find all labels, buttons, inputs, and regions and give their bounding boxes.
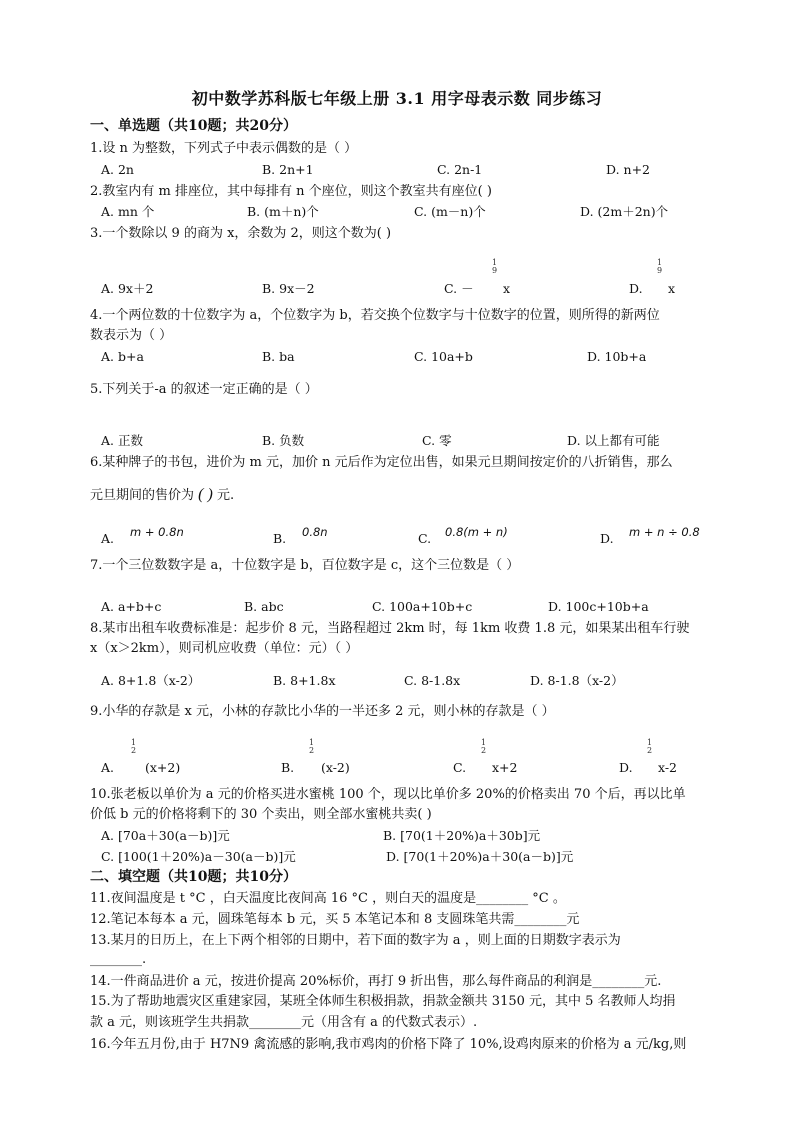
question-14: 14.一件商品进价 a 元，按进价提高 20%标价，再打 9 折出售，那么每件商品的利润是________元. [90, 974, 662, 989]
q8-option-d[interactable]: D. 8-1.8（x-2） [530, 673, 624, 688]
q3-d-variable: x [668, 281, 676, 296]
q7-option-d[interactable]: D. 100c+10b+a [548, 599, 649, 614]
question-13-line-2: ________. [90, 952, 147, 967]
q2-option-a[interactable]: A. mn 个 [101, 204, 155, 219]
q10-option-b[interactable]: B. [70(1＋20%)a＋30b]元 [383, 828, 541, 843]
q6-option-a-expr: m + 0.8n [130, 525, 184, 539]
q6-option-b[interactable]: B. [273, 531, 287, 546]
q9-d-fraction: 1 2 [647, 738, 653, 755]
q3-c-variable: x [503, 281, 511, 296]
q5-option-a[interactable]: A. 正数 [101, 433, 143, 448]
q2-option-c[interactable]: C. (m－n)个 [414, 204, 486, 219]
question-9: 9.小华的存款是 x 元，小林的存款比小华的一半还多 2 元，则小林的存款是（ ） [90, 704, 555, 719]
q6-option-d-expr: m + n ÷ 0.8 [629, 525, 700, 539]
question-5: 5.下列关于-a 的叙述一定正确的是（ ） [90, 382, 318, 397]
question-7: 7.一个三位数数字是 a，十位数字是 b，百位数字是 c，这个三位数是（ ） [90, 558, 520, 573]
q4-option-a[interactable]: A. b+a [101, 349, 144, 364]
q3-c-fraction: 1 9 [492, 258, 498, 275]
q3-option-a[interactable]: A. 9x＋2 [101, 281, 154, 296]
question-6-line-2 [90, 487, 234, 504]
q9-c-expr: x+2 [492, 760, 518, 775]
q9-b-fraction: 1 2 [309, 738, 315, 755]
q7-option-b[interactable]: B. abc [244, 599, 284, 614]
question-15-line-2: 款 a 元，则该班学生共捐款________元（用含有 a 的代数式表示）. [90, 1015, 478, 1030]
question-3: 3.一个数除以 9 的商为 x，余数为 2，则这个数为( ) [90, 226, 392, 241]
q5-option-c[interactable]: C. 零 [422, 433, 452, 448]
question-4-line-2: 数表示为（ ） [90, 328, 173, 343]
q9-option-a[interactable]: A. [101, 760, 115, 775]
q6-option-a[interactable]: A. [101, 531, 115, 546]
question-8-line-1: 8.某市出租车收费标准是：起步价 8 元，当路程超过 2km 时，每 1km 收费 1.8 元，如果某出租车行驶 [90, 621, 690, 636]
section-single-choice: 一、单选题（共10题；共20分） [90, 118, 297, 134]
q6-blank: ( ) [198, 486, 213, 503]
question-12: 12.笔记本每本 a 元，圆珠笔每本 b 元，买 5 本笔记本和 8 支圆珠笔共需________元 [90, 912, 580, 927]
q1-option-a[interactable]: A. 2n [101, 162, 134, 177]
question-8-line-2: x（x＞2km），则司机应收费（单位：元）（ ） [90, 641, 359, 656]
q9-a-fraction: 1 2 [131, 738, 137, 755]
q9-option-d[interactable]: D. [619, 760, 633, 775]
q6-stem-unit: 元. [216, 488, 235, 503]
q3-option-b[interactable]: B. 9x－2 [262, 281, 315, 296]
question-2: 2.教室内有 m 排座位，其中每排有 n 个座位，则这个教室共有座位( ) [90, 184, 492, 199]
q4-option-c[interactable]: C. 10a+b [414, 349, 473, 364]
q8-option-b[interactable]: B. 8+1.8x [273, 673, 336, 688]
question-16: 16.今年五月份,由于 H7N9 禽流感的影响,我市鸡肉的价格下降了 10%,设鸡肉原来的价格为 a 元/kg,则 [90, 1037, 687, 1052]
q3-d-fraction: 1 9 [657, 258, 663, 275]
q7-option-a[interactable]: A. a+b+c [101, 599, 162, 614]
q2-option-d[interactable]: D. (2m＋2n)个 [580, 204, 669, 219]
question-10-line-1: 10.张老板以单价为 a 元的价格买进水蜜桃 100 个，现以比单价多 20%的价格卖出 70 个后，再以比单 [90, 787, 686, 802]
section-fill-in: 二、填空题（共10题；共10分） [90, 869, 297, 885]
q6-option-d[interactable]: D. [600, 531, 614, 546]
q8-option-c[interactable]: C. 8-1.8x [404, 673, 461, 688]
q10-option-c[interactable]: C. [100(1＋20%)a－30(a－b)]元 [101, 849, 296, 864]
question-13-line-1: 13.某月的日历上，在上下两个相邻的日期中，若下面的数字为 a ，则上面的日期数字表示为 [90, 933, 621, 948]
q1-option-b[interactable]: B. 2n+1 [262, 162, 314, 177]
question-1: 1.设 n 为整数，下列式子中表示偶数的是（ ） [90, 141, 358, 156]
q1-option-d[interactable]: D. n+2 [606, 162, 651, 177]
page-title: 初中数学苏科版七年级上册 3.1 用字母表示数 同步练习 [191, 89, 603, 108]
q6-option-c-expr: 0.8(m + n) [445, 525, 508, 539]
question-10-line-2: 价低 b 元的价格将剩下的 30 个卖出，则全部水蜜桃共卖( ) [90, 807, 432, 822]
q8-option-a[interactable]: A. 8+1.8（x-2） [101, 673, 201, 688]
question-15-line-1: 15.为了帮助地震灾区重建家园，某班全体师生积极捐款，捐款金额共 3150 元，其中 5 名教师人均捐 [90, 994, 676, 1009]
q9-option-b[interactable]: B. [281, 760, 295, 775]
q3-option-d[interactable]: D. [629, 281, 643, 296]
q2-option-b[interactable]: B. (m＋n)个 [247, 204, 319, 219]
q9-b-expr: (x-2) [321, 760, 350, 775]
q10-option-a[interactable]: A. [70a＋30(a－b)]元 [101, 828, 230, 843]
q6-option-c[interactable]: C. [418, 531, 432, 546]
q5-option-b[interactable]: B. 负数 [262, 433, 305, 448]
question-11: 11.夜间温度是 t °C ，白天温度比夜间高 16 °C ，则白天的温度是________ °C 。 [90, 891, 566, 906]
q4-option-d[interactable]: D. 10b+a [587, 349, 647, 364]
q7-option-c[interactable]: C. 100a+10b+c [372, 599, 473, 614]
q6-stem-text: 元旦期间的售价为 [90, 488, 195, 503]
q1-option-c[interactable]: C. 2n-1 [437, 162, 483, 177]
q4-option-b[interactable]: B. ba [262, 349, 295, 364]
q10-option-d[interactable]: D. [70(1＋20%)a＋30(a－b)]元 [386, 849, 574, 864]
q6-option-b-expr: 0.8n [302, 525, 328, 539]
q5-option-d[interactable]: D. 以上都有可能 [567, 433, 660, 448]
question-6-line-1: 6.某种牌子的书包，进价为 m 元，加价 n 元后作为定位出售，如果元旦期间按定价的八折销售，那么 [90, 455, 673, 470]
q9-option-c[interactable]: C. [453, 760, 467, 775]
q9-d-expr: x-2 [658, 760, 678, 775]
question-4-line-1: 4.一个两位数的十位数字为 a，个位数字为 b，若交换个位数字与十位数字的位置，则所得的新两位 [90, 308, 660, 323]
q3-option-c[interactable]: C. － [444, 281, 474, 296]
q9-a-expr: (x+2) [145, 760, 181, 775]
q9-c-fraction: 1 2 [481, 738, 487, 755]
